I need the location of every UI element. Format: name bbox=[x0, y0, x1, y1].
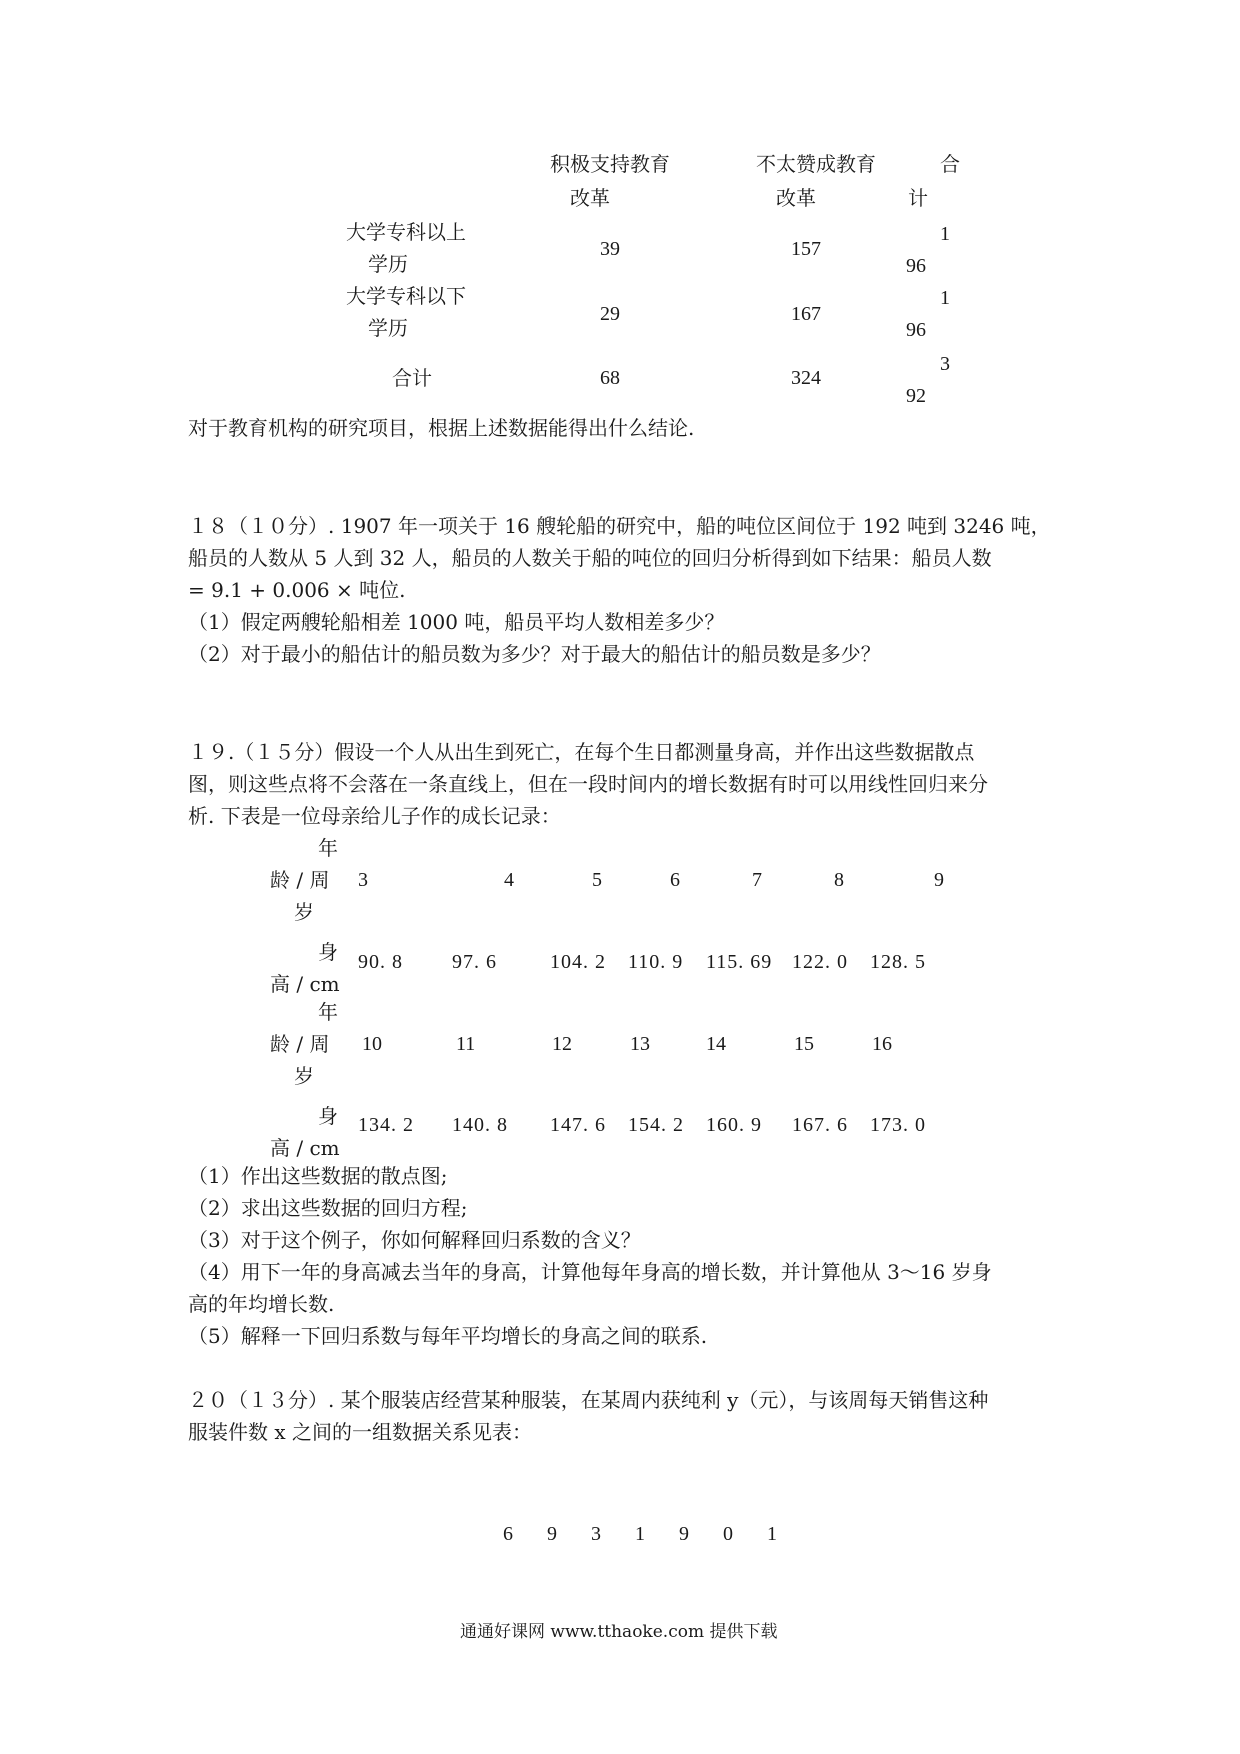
q19-line1: １９.（１５分）假设一个人从出生到死亡，在每个生日都测量身高，并作出这些数据散点 bbox=[188, 740, 975, 764]
row3-value2: 324 bbox=[791, 367, 821, 389]
height-a-2: 104. 2 bbox=[550, 951, 606, 973]
height-label-b-l1: 身 bbox=[318, 1104, 338, 1128]
height-label-a-l1: 身 bbox=[318, 940, 338, 964]
row2-label-line2: 学历 bbox=[368, 316, 408, 340]
age-b-3: 13 bbox=[630, 1033, 650, 1055]
row3-total-line1: 3 bbox=[940, 353, 950, 375]
header-col1-line1: 积极支持教育 bbox=[550, 152, 670, 176]
header-col1-line2: 改革 bbox=[570, 186, 610, 210]
age-a-3: 6 bbox=[670, 869, 680, 891]
q18-line2: 船员的人数从 5 人到 32 人，船员的人数关于船的吨位的回归分析得到如下结果：船员人数 bbox=[188, 546, 992, 570]
row1-value2: 157 bbox=[791, 238, 821, 260]
age-a-6: 9 bbox=[934, 869, 944, 891]
age-label-b-l1: 年 bbox=[318, 1000, 338, 1024]
height-b-5: 167. 6 bbox=[792, 1114, 848, 1136]
age-a-4: 7 bbox=[752, 869, 762, 891]
age-label-a-l2: 龄 / 周 bbox=[270, 868, 330, 892]
height-b-0: 134. 2 bbox=[358, 1114, 414, 1136]
q19-line3: 析. 下表是一位母亲给儿子作的成长记录： bbox=[188, 804, 561, 828]
age-a-2: 5 bbox=[592, 869, 602, 891]
height-label-b-l2: 高 / cm bbox=[270, 1136, 340, 1160]
q19-sub4-line1: （4）用下一年的身高减去当年的身高，计算他每年身高的增长数，并计算他从 3～16 岁身 bbox=[188, 1260, 992, 1284]
age-b-6: 16 bbox=[872, 1033, 892, 1055]
footer-credit: 通通好课网 www.tthaoke.com 提供下载 bbox=[460, 1622, 778, 1642]
q19-sub4-line2: 高的年均增长数. bbox=[188, 1292, 335, 1316]
q17-question: 对于教育机构的研究项目，根据上述数据能得出什么结论. bbox=[188, 416, 695, 440]
height-b-6: 173. 0 bbox=[870, 1114, 926, 1136]
age-b-0: 10 bbox=[362, 1033, 382, 1055]
row1-value1: 39 bbox=[600, 238, 620, 260]
row2-total-line1: 1 bbox=[940, 287, 950, 309]
header-col2-line1: 不太赞成教育 bbox=[756, 152, 876, 176]
height-b-4: 160. 9 bbox=[706, 1114, 762, 1136]
row1-label-line1: 大学专科以上 bbox=[346, 220, 466, 244]
age-a-5: 8 bbox=[834, 869, 844, 891]
age-b-5: 15 bbox=[794, 1033, 814, 1055]
age-label-a-l3: 岁 bbox=[294, 900, 314, 924]
age-label-b-l3: 岁 bbox=[294, 1064, 314, 1088]
row3-total-line2: 92 bbox=[906, 385, 926, 407]
row2-value2: 167 bbox=[791, 303, 821, 325]
height-label-a-l2: 高 / cm bbox=[270, 972, 340, 996]
age-b-2: 12 bbox=[552, 1033, 572, 1055]
header-col3-line2: 计 bbox=[908, 186, 928, 210]
height-b-1: 140. 8 bbox=[452, 1114, 508, 1136]
q20-x-1: 9 bbox=[547, 1523, 557, 1545]
row2-value1: 29 bbox=[600, 303, 620, 325]
row3-label: 合计 bbox=[392, 366, 432, 390]
height-a-1: 97. 6 bbox=[452, 951, 497, 973]
q20-x-6: 1 bbox=[767, 1523, 777, 1545]
q19-line2: 图，则这些点将不会落在一条直线上，但在一段时间内的增长数据有时可以用线性回归来分 bbox=[188, 772, 988, 796]
q18-sub1: （1）假定两艘轮船相差 1000 吨，船员平均人数相差多少？ bbox=[188, 610, 725, 634]
q20-x-5: 0 bbox=[723, 1523, 733, 1545]
age-b-1: 11 bbox=[456, 1033, 476, 1055]
height-a-6: 128. 5 bbox=[870, 951, 926, 973]
row3-value1: 68 bbox=[600, 367, 620, 389]
age-a-0: 3 bbox=[358, 869, 368, 891]
q18-line1: １８（１０分）. 1907 年一项关于 16 艘轮船的研究中，船的吨位区间位于 192 吨到 3246 吨， bbox=[188, 514, 1051, 538]
q20-line2: 服装件数 x 之间的一组数据关系见表： bbox=[188, 1420, 532, 1444]
q20-line1: ２０（１３分）. 某个服装店经营某种服装，在某周内获纯利 y（元），与该周每天销售这种 bbox=[188, 1388, 989, 1412]
height-a-0: 90. 8 bbox=[358, 951, 403, 973]
row1-total-line1: 1 bbox=[940, 223, 950, 245]
height-b-3: 154. 2 bbox=[628, 1114, 684, 1136]
header-col2-line2: 改革 bbox=[776, 186, 816, 210]
row1-total-line2: 96 bbox=[906, 255, 926, 277]
q18-line3: = 9.1 + 0.006 × 吨位. bbox=[188, 578, 406, 602]
age-label-a-l1: 年 bbox=[318, 836, 338, 860]
height-b-2: 147. 6 bbox=[550, 1114, 606, 1136]
age-label-b-l2: 龄 / 周 bbox=[270, 1032, 330, 1056]
q19-sub2: （2）求出这些数据的回归方程; bbox=[188, 1196, 468, 1220]
q20-x-2: 3 bbox=[591, 1523, 601, 1545]
height-a-5: 122. 0 bbox=[792, 951, 848, 973]
q20-x-0: 6 bbox=[503, 1523, 513, 1545]
row2-total-line2: 96 bbox=[906, 319, 926, 341]
q20-x-4: 9 bbox=[679, 1523, 689, 1545]
age-a-1: 4 bbox=[504, 869, 514, 891]
height-a-4: 115. 69 bbox=[706, 951, 773, 973]
age-b-4: 14 bbox=[706, 1033, 726, 1055]
row2-label-line1: 大学专科以下 bbox=[346, 284, 466, 308]
height-a-3: 110. 9 bbox=[628, 951, 684, 973]
row1-label-line2: 学历 bbox=[368, 252, 408, 276]
q19-sub5: （5）解释一下回归系数与每年平均增长的身高之间的联系. bbox=[188, 1324, 708, 1348]
q20-x-3: 1 bbox=[635, 1523, 645, 1545]
q19-sub3: （3）对于这个例子，你如何解释回归系数的含义？ bbox=[188, 1228, 641, 1252]
q18-sub2: （2）对于最小的船估计的船员数为多少？对于最大的船估计的船员数是多少？ bbox=[188, 642, 881, 666]
q19-sub1: （1）作出这些数据的散点图; bbox=[188, 1164, 448, 1188]
header-col3-line1: 合 bbox=[940, 152, 960, 176]
